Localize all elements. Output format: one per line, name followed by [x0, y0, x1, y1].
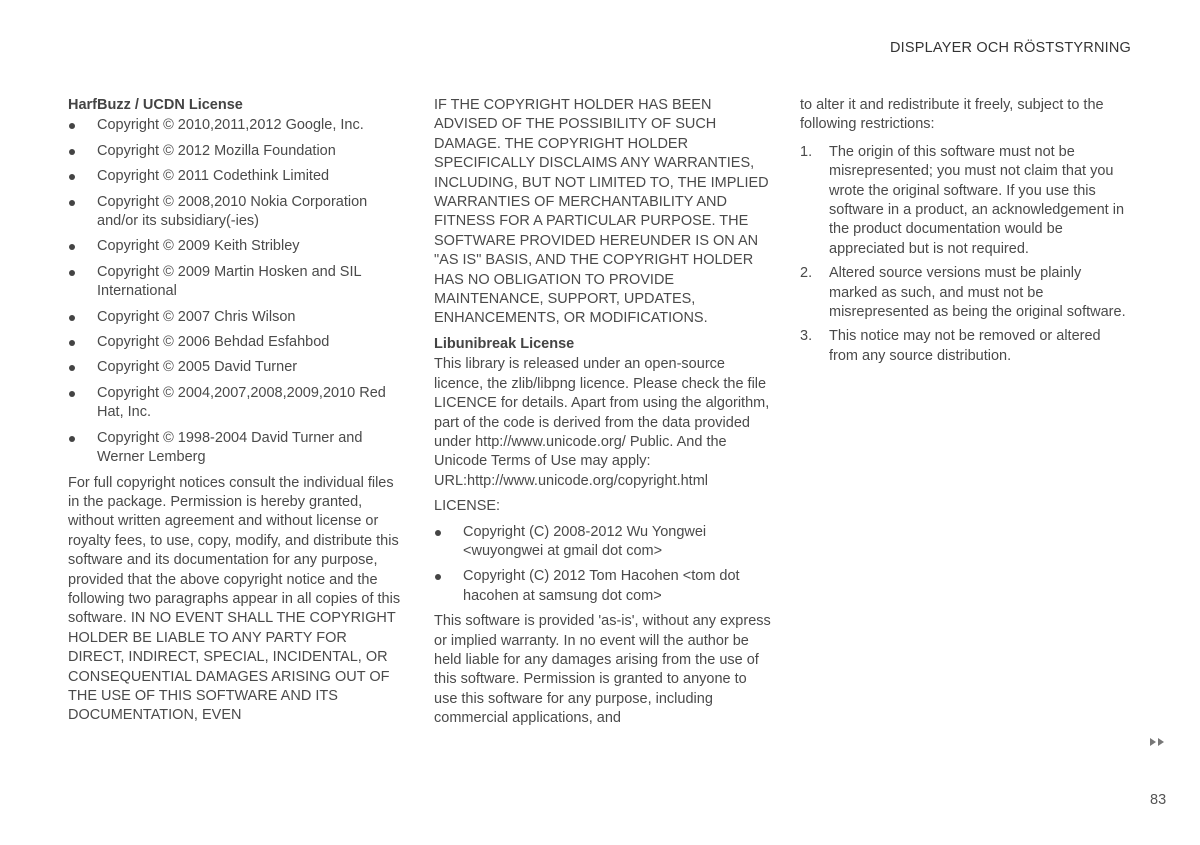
- list-item: Copyright © 2010,2011,2012 Google, Inc.: [68, 116, 403, 135]
- list-number: 2.: [800, 265, 813, 282]
- list-text: Altered source versions must be plainly marked as such, and must not be misrepresented as being the original software.: [829, 265, 1126, 321]
- list-item: Copyright © 2007 Chris Wilson: [68, 308, 403, 327]
- libunibreak-license-heading: Libunibreak License: [434, 335, 575, 352]
- warranty-disclaimer-paragraph: IF THE COPYRIGHT HOLDER HAS BEEN ADVISED OF THE POSSIBILITY OF SUCH DAMAGE. THE COPYRIGHT HOLDER SPECIFICALLY DISCLAIMS ANY WARRANTIES, INCLUDING, BUT NOT LIMITED TO, THE IMPLIED WARRANTIES OF MERCHANTABILITY AND FITNESS FOR A PARTICULAR PURPOSE. THE SOFTWARE PROVIDED HEREUNDER IS ON AN "AS IS" BASIS, AND THE COPYRIGHT HOLDER HAS NO OBLIGATION TO PROVIDE MAINTENANCE, SUPPORT, UPDATES, ENHANCEMENTS, OR MODIFICATIONS.: [434, 97, 769, 327]
- harfbuzz-copyright-list: [68, 116, 403, 467]
- libunibreak-intro-paragraph: This library is released under an open-source licence, the zlib/libpng licence. Please check the file LICENCE for details. Apart from using the algorithm, part of the code is derived from the data provided under http://www.unicode.org/ Public. And the Unicode Terms of Use may apply: URL:http://www.unicode.org/copyright.html: [434, 356, 770, 489]
- list-item: Copyright © 2009 Keith Stribley: [68, 237, 403, 256]
- column-1: [68, 96, 403, 732]
- page-number: 83: [1150, 792, 1167, 808]
- list-item: Copyright © 2011 Codethink Limited: [68, 167, 403, 186]
- column-2: [434, 96, 774, 735]
- list-item: Copyright © 1998-2004 David Turner and Werner Lemberg: [68, 429, 403, 468]
- list-text: The origin of this software must not be misrepresented; you must not claim that you wrote the original software. If you use this software in a product, an acknowledgement in the product documentation would be appreciated but is not required.: [829, 143, 1125, 257]
- list-item: [800, 143, 1130, 259]
- list-item: Copyright © 2009 Martin Hosken and SIL International: [68, 263, 403, 302]
- zlib-continuation-paragraph: to alter it and redistribute it freely, subject to the following restrictions:: [800, 97, 1104, 133]
- harfbuzz-license-heading: HarfBuzz / UCDN License: [68, 97, 243, 113]
- double-play-forward-icon: [1148, 736, 1168, 748]
- libunibreak-copyright-list: [434, 523, 774, 607]
- column-3: [800, 96, 1130, 371]
- list-item: [800, 264, 1130, 322]
- list-item: Copyright © 2012 Mozilla Foundation: [68, 142, 403, 161]
- section-header: DISPLAYER OCH RÖSTSTYRNING: [890, 40, 1131, 56]
- list-item: Copyright (C) 2012 Tom Hacohen <tom dot hacohen at samsung dot com>: [434, 567, 774, 606]
- list-item: Copyright © 2006 Behdad Esfahbod: [68, 333, 403, 352]
- list-item: Copyright © 2008,2010 Nokia Corporation and/or its subsidiary(-ies): [68, 193, 403, 232]
- list-item: [800, 327, 1130, 366]
- list-item: Copyright © 2004,2007,2008,2009,2010 Red Hat, Inc.: [68, 384, 403, 423]
- list-number: 1.: [800, 143, 813, 160]
- zlib-license-paragraph: This software is provided 'as-is', without any express or implied warranty. In no event will the author be held liable for any damages arising from the use of this software. Permission is granted to anyone to use this software for any purpose, including commercial applications, and: [434, 613, 771, 727]
- list-number: 3.: [800, 328, 813, 345]
- restrictions-list: [800, 143, 1130, 366]
- list-item: Copyright (C) 2008-2012 Wu Yongwei <wuyongwei at gmail dot com>: [434, 523, 774, 562]
- list-item: Copyright © 2005 David Turner: [68, 358, 403, 377]
- license-label: LICENSE:: [434, 498, 501, 515]
- list-text: This notice may not be removed or altered from any source distribution.: [829, 328, 1101, 364]
- harfbuzz-permission-paragraph: For full copyright notices consult the individual files in the package. Permission is hereby granted, without written agreement and without license or royalty fees, to use, copy, modify, and distribute this software and its documentation for any purpose, provided that the above copyright notice and the following two paragraphs appear in all copies of this software. IN NO EVENT SHALL THE COPYRIGHT HOLDER BE LIABLE TO ANY PARTY FOR DIRECT, INDIRECT, SPECIAL, INCIDENTAL, OR CONSEQUENTIAL DAMAGES ARISING OUT OF THE USE OF THIS SOFTWARE AND ITS DOCUMENTATION, EVEN: [68, 474, 401, 724]
